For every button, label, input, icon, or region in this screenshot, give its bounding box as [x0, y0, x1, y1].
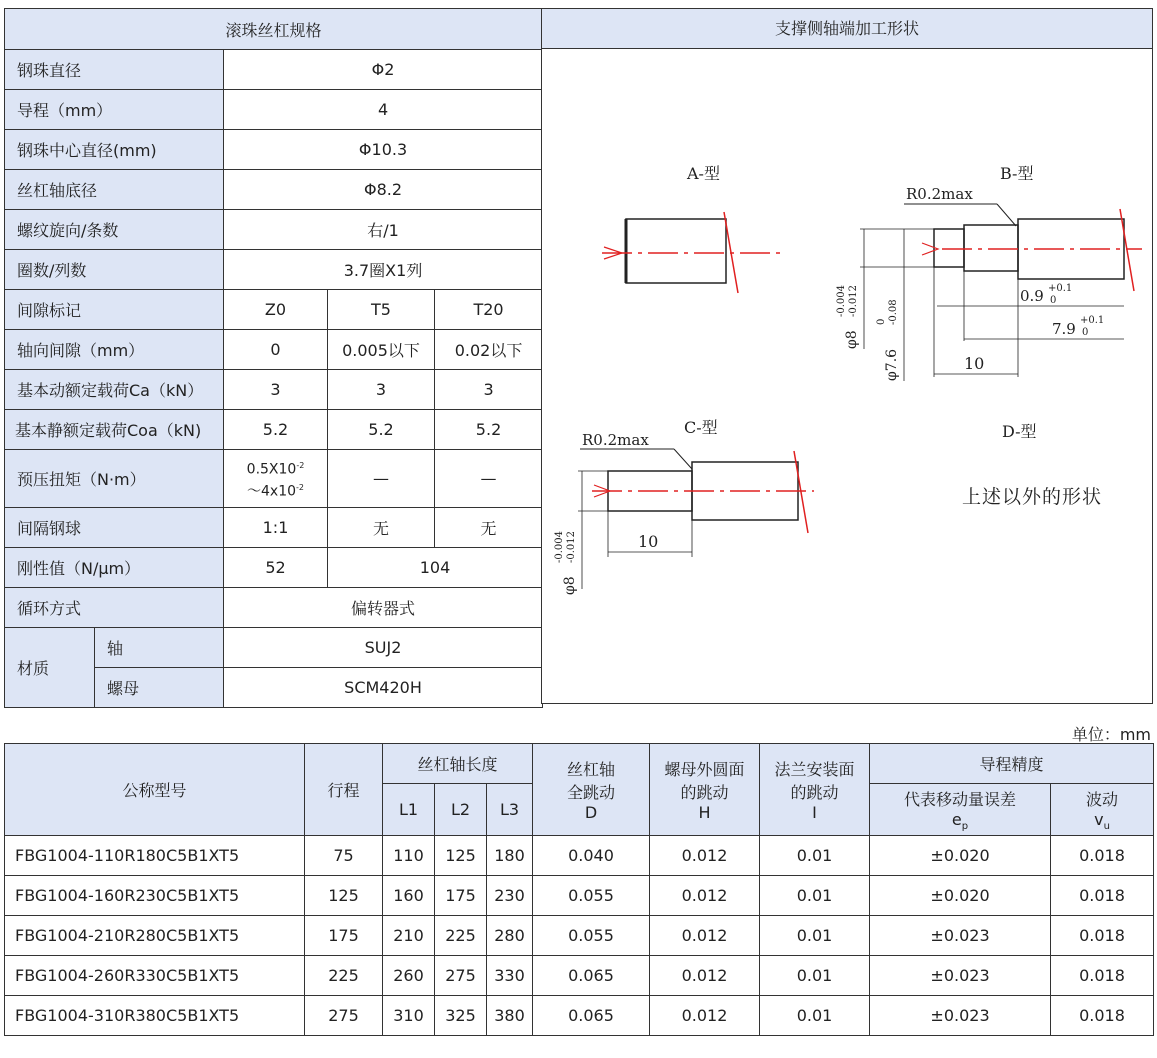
spec-label: 刚性值（N/μm）	[5, 548, 224, 588]
header-vu-symbol: v	[1094, 809, 1104, 829]
spec-label-material: 材质	[5, 628, 95, 708]
cell-l1: 310	[383, 996, 435, 1036]
header-stroke: 行程	[305, 744, 383, 836]
cell-vu: 0.018	[1051, 916, 1154, 956]
cell-h: 0.012	[650, 836, 760, 876]
header-ep-sub: p	[961, 821, 969, 833]
header-runout-d	[533, 744, 650, 836]
spec-row-axial-clearance	[5, 330, 543, 370]
spec-value: T5	[328, 290, 435, 330]
ball-screw-spec-table	[4, 8, 543, 708]
type-b-groove-outline	[934, 229, 964, 267]
cell-d: 0.065	[533, 996, 650, 1036]
spec-label: 基本静额定载荷Coa（kN)	[5, 410, 224, 450]
cell-i: 0.01	[760, 956, 870, 996]
cell-l1: 260	[383, 956, 435, 996]
spec-label: 间隔钢球	[5, 508, 224, 548]
type-b-dim-79-tol-lo: 0	[1082, 327, 1089, 338]
cell-ep: ±0.020	[870, 876, 1051, 916]
spec-value: 104	[328, 548, 543, 588]
spec-label: 预压扭矩（N·m）	[5, 450, 224, 508]
spec-label: 轴向间隙（mm）	[5, 330, 224, 370]
cell-model: FBG1004-160R230C5B1XT5	[5, 876, 305, 916]
table-row	[5, 876, 1154, 916]
spec-value: 无	[435, 508, 543, 548]
spec-row-ball-dia	[5, 50, 543, 90]
type-b-label: B-型	[1000, 164, 1034, 183]
table-row	[5, 956, 1154, 996]
spec-value: Φ10.3	[224, 130, 543, 170]
spec-label: 螺纹旋向/条数	[5, 210, 224, 250]
spec-title: 滚珠丝杠规格	[5, 9, 543, 50]
spec-label: 间隙标记	[5, 290, 224, 330]
shaft-end-drawing-panel	[541, 8, 1153, 704]
cell-model: FBG1004-310R380C5B1XT5	[5, 996, 305, 1036]
type-c-drawing	[554, 418, 814, 595]
cell-model: FBG1004-210R280C5B1XT5	[5, 916, 305, 956]
spec-row-root	[5, 170, 543, 210]
cell-model: FBG1004-110R180C5B1XT5	[5, 836, 305, 876]
spec-label: 钢珠直径	[5, 50, 224, 90]
cell-l3: 330	[487, 956, 533, 996]
spec-label: 钢珠中心直径(mm)	[5, 130, 224, 170]
spec-value: 偏转器式	[224, 588, 543, 628]
preload-top: 0.5X10	[246, 461, 297, 478]
table-row	[5, 916, 1154, 956]
header-runout-d-line1: 丝杠轴	[567, 760, 616, 779]
table-row	[5, 836, 1154, 876]
spec-row-thread	[5, 210, 543, 250]
type-c-dia8: φ8	[562, 576, 578, 595]
type-c-dia8-tol-up: -0.004	[554, 530, 565, 563]
spec-value: 1:1	[224, 508, 328, 548]
spec-value: Z0	[224, 290, 328, 330]
type-b-dia76-tol-up: 0	[876, 318, 887, 325]
product-table	[4, 743, 1154, 1036]
type-b-step-outline	[964, 225, 1018, 271]
spec-row-clearance-mark	[5, 290, 543, 330]
cell-model: FBG1004-260R330C5B1XT5	[5, 956, 305, 996]
type-c-label: C-型	[684, 418, 718, 437]
spec-row-spacer	[5, 508, 543, 548]
cell-vu: 0.018	[1051, 836, 1154, 876]
header-runout-i-line2: 的跳动	[790, 783, 839, 802]
shaft-end-drawings	[542, 49, 1152, 703]
header-runout-i-line1: 法兰安装面	[774, 760, 855, 779]
header-runout-i	[760, 744, 870, 836]
spec-value: 0.005以下	[328, 330, 435, 370]
header-vu-sub: u	[1103, 821, 1110, 833]
header-runout-i-symbol: I	[812, 803, 817, 822]
cell-l3: 230	[487, 876, 533, 916]
header-l3: L3	[487, 784, 533, 836]
cell-d: 0.055	[533, 916, 650, 956]
spec-label-nut: 螺母	[95, 668, 224, 708]
spec-value: —	[435, 450, 543, 508]
spec-value: 5.2	[435, 410, 543, 450]
cell-l2: 175	[435, 876, 487, 916]
header-vu-line1: 波动	[1086, 789, 1119, 809]
type-b-dia8: φ8	[844, 330, 860, 349]
cell-l3: 180	[487, 836, 533, 876]
cell-h: 0.012	[650, 916, 760, 956]
header-lead-accuracy: 导程精度	[870, 744, 1154, 784]
spec-value: 无	[328, 508, 435, 548]
cell-l3: 280	[487, 916, 533, 956]
spec-row-dynamic-load	[5, 370, 543, 410]
header-length-group: 丝杠轴长度	[383, 744, 533, 784]
type-b-dim-09-tol-lo: 0	[1050, 295, 1057, 306]
type-b-dim-79: 7.9	[1052, 320, 1076, 338]
type-a-shaft-outline	[626, 219, 726, 283]
type-d-label: D-型	[1002, 422, 1037, 441]
type-a-label: A-型	[687, 164, 720, 183]
spec-value: 右/1	[224, 210, 543, 250]
cell-i: 0.01	[760, 876, 870, 916]
header-runout-h	[650, 744, 760, 836]
spec-label: 圈数/列数	[5, 250, 224, 290]
cell-l1: 160	[383, 876, 435, 916]
type-c-leader-tail	[674, 449, 692, 469]
header-l1: L1	[383, 784, 435, 836]
spec-value: 3.7圈X1列	[224, 250, 543, 290]
cell-l1: 110	[383, 836, 435, 876]
header-model: 公称型号	[5, 744, 305, 836]
spec-row-pcd	[5, 130, 543, 170]
spec-value: 4	[224, 90, 543, 130]
type-b-dia8-tol-lo: -0.012	[848, 284, 859, 317]
spec-row-static-load	[5, 410, 543, 450]
spec-row-preload	[5, 450, 543, 508]
spec-row-turns	[5, 250, 543, 290]
type-b-dia76-tol-lo: -0.08	[888, 299, 899, 325]
cell-vu: 0.018	[1051, 996, 1154, 1036]
cell-stroke: 75	[305, 836, 383, 876]
spec-value: Φ8.2	[224, 170, 543, 210]
spec-value: 5.2	[328, 410, 435, 450]
cell-l2: 225	[435, 916, 487, 956]
header-ep	[870, 784, 1051, 836]
spec-row-lead	[5, 90, 543, 130]
spec-row-material-shaft	[5, 628, 543, 668]
cell-d: 0.055	[533, 876, 650, 916]
type-b-dim-10: 10	[964, 354, 985, 373]
spec-value: 52	[224, 548, 328, 588]
header-runout-h-line2: 的跳动	[680, 783, 729, 802]
drawing-title: 支撑侧轴端加工形状	[542, 9, 1152, 49]
spec-value-nut: SCM420H	[224, 668, 543, 708]
header-runout-d-symbol: D	[584, 803, 598, 822]
spec-label: 导程（mm）	[5, 90, 224, 130]
header-runout-d-line2: 全跳动	[567, 783, 616, 802]
spec-row-circulation	[5, 588, 543, 628]
cell-d: 0.040	[533, 836, 650, 876]
spec-label: 丝杠轴底径	[5, 170, 224, 210]
type-a-drawing	[602, 164, 782, 293]
header-vu	[1051, 784, 1154, 836]
spec-value-shaft: SUJ2	[224, 628, 543, 668]
spec-value: T20	[435, 290, 543, 330]
type-b-dim-09-tol-up: +0.1	[1048, 283, 1073, 294]
preload-top-exp: -2	[296, 460, 305, 470]
cell-ep: ±0.023	[870, 996, 1051, 1036]
spec-value: —	[328, 450, 435, 508]
cell-l1: 210	[383, 916, 435, 956]
cell-ep: ±0.020	[870, 836, 1051, 876]
header-runout-h-symbol: H	[698, 803, 711, 822]
type-d-description: 上述以外的形状	[962, 486, 1103, 508]
type-b-dia8-tol-up: -0.004	[836, 284, 847, 317]
spec-value: Φ2	[224, 50, 543, 90]
spec-label: 基本动额定载荷Ca（kN）	[5, 370, 224, 410]
type-b-dim-79-tol-up: +0.1	[1080, 315, 1105, 326]
cell-vu: 0.018	[1051, 956, 1154, 996]
cell-stroke: 125	[305, 876, 383, 916]
header-runout-h-line1: 螺母外圆面	[664, 760, 745, 779]
cell-l2: 275	[435, 956, 487, 996]
type-b-dim-09: 0.9	[1020, 287, 1044, 305]
spec-value: 3	[328, 370, 435, 410]
table-row	[5, 996, 1154, 1036]
spec-label: 循环方式	[5, 588, 224, 628]
cell-d: 0.065	[533, 956, 650, 996]
cell-l3: 380	[487, 996, 533, 1036]
type-b-dia76: φ7.6	[884, 348, 900, 381]
header-ep-symbol: e	[951, 809, 962, 829]
spec-label-shaft: 轴	[95, 628, 224, 668]
type-d-drawing	[962, 422, 1102, 508]
cell-h: 0.012	[650, 876, 760, 916]
cell-stroke: 175	[305, 916, 383, 956]
type-b-radius-label: R0.2max	[906, 185, 973, 203]
type-b-drawing	[836, 164, 1142, 381]
spec-value: 3	[224, 370, 328, 410]
spec-value: 0	[224, 330, 328, 370]
cell-i: 0.01	[760, 836, 870, 876]
type-c-dim-10: 10	[638, 532, 659, 551]
preload-bottom: ～4x10	[247, 483, 297, 500]
cell-h: 0.012	[650, 956, 760, 996]
cell-ep: ±0.023	[870, 956, 1051, 996]
header-l2: L2	[435, 784, 487, 836]
header-ep-line1: 代表移动量误差	[904, 789, 1017, 809]
spec-value: 3	[435, 370, 543, 410]
spec-value: 0.02以下	[435, 330, 543, 370]
spec-value-preload	[224, 450, 328, 508]
spec-value: 5.2	[224, 410, 328, 450]
cell-vu: 0.018	[1051, 876, 1154, 916]
cell-stroke: 275	[305, 996, 383, 1036]
unit-label: 单位：mm	[1071, 725, 1151, 744]
cell-l2: 325	[435, 996, 487, 1036]
cell-i: 0.01	[760, 996, 870, 1036]
cell-i: 0.01	[760, 916, 870, 956]
cell-l2: 125	[435, 836, 487, 876]
type-b-leader-tail	[997, 204, 1016, 226]
type-c-dia8-tol-lo: -0.012	[566, 530, 577, 563]
preload-bottom-exp: -2	[296, 482, 304, 492]
cell-ep: ±0.023	[870, 916, 1051, 956]
cell-stroke: 225	[305, 956, 383, 996]
type-b-arrow-icon	[922, 243, 938, 255]
cell-h: 0.012	[650, 996, 760, 1036]
spec-row-stiffness	[5, 548, 543, 588]
type-c-radius-label: R0.2max	[582, 431, 649, 449]
